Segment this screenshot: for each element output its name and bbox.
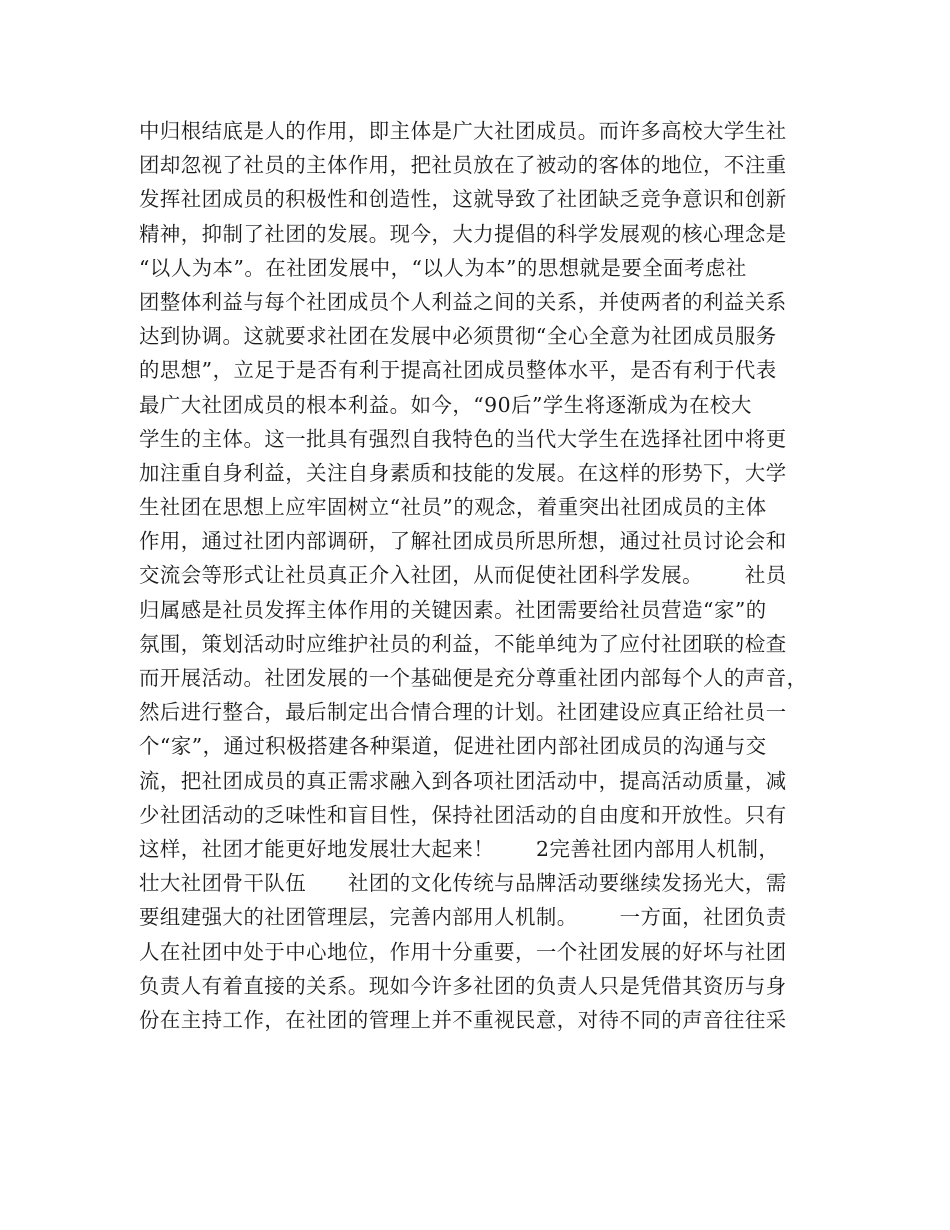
text-line: “以人为本”。在社团发展中，“以人为本”的思想就是要全面考虑社	[139, 255, 747, 280]
body-text	[139, 114, 819, 1037]
text-line: 加注重自身利益，关注自身素质和技能的发展。在这样的形势下，大学	[139, 460, 787, 485]
text-line: 人在社团中处于中心地位，作用十分重要，一个社团发展的好坏与社团	[139, 939, 787, 964]
text-line: 流，把社团成员的真正需求融入到各项社团活动中，提高活动质量，减	[139, 768, 787, 793]
text-line: 精神，抑制了社团的发展。现今，大力提倡的科学发展观的核心理念是	[139, 221, 787, 246]
text-line: 负责人有着直接的关系。现如今许多社团的负责人只是凭借其资历与身	[139, 973, 787, 998]
text-line: 团却忽视了社员的主体作用，把社员放在了被动的客体的地位，不注重	[139, 153, 787, 178]
text-line: 要组建强大的社团管理层，完善内部用人机制。 一方面，社团负责	[139, 905, 787, 930]
text-line: 学生的主体。这一批具有强烈自我特色的当代大学生在选择社团中将更	[139, 426, 787, 451]
text-line: 份在主持工作，在社团的管理上并不重视民意，对待不同的声音往往采	[139, 1007, 787, 1032]
text-line: 的思想”，立足于是否有利于提高社团成员整体水平，是否有利于代表	[139, 358, 777, 383]
text-line: 作用，通过社团内部调研，了解社团成员所思所想，通过社员讨论会和	[139, 529, 787, 554]
text-line: 生社团在思想上应牢固树立“社员”的观念，着重突出社团成员的主体	[139, 495, 767, 520]
text-line: 最广大社团成员的根本利益。如今，“90后”学生将逐渐成为在校大	[139, 392, 752, 417]
text-line: 然后进行整合，最后制定出合情合理的计划。社团建设应真正给社员一	[139, 700, 787, 725]
text-line: 达到协调。这就要求社团在发展中必须贯彻“全心全意为社团成员服务	[139, 324, 777, 349]
text-line: 发挥社团成员的积极性和创造性，这就导致了社团缺乏竞争意识和创新	[139, 187, 787, 212]
text-line: 归属感是社员发挥主体作用的关键因素。社团需要给社员营造“家”的	[139, 597, 767, 622]
text-line: 个“家”，通过积极搭建各种渠道，促进社团内部社团成员的沟通与交	[139, 734, 767, 759]
text-line: 中归根结底是人的作用，即主体是广大社团成员。而许多高校大学生社	[139, 119, 787, 143]
text-line: 而开展活动。社团发展的一个基础便是充分尊重社团内部每个人的声音，	[139, 666, 808, 690]
text-line: 少社团活动的乏味性和盲目性，保持社团活动的自由度和开放性。只有	[139, 802, 787, 827]
text-line: 这样，社团才能更好地发展壮大起来！ 2完善社团内部用人机制，	[139, 836, 780, 861]
text-line: 氛围，策划活动时应维护社员的利益，不能单纯为了应付社团联的检查	[139, 631, 787, 656]
text-line: 壮大社团骨干队伍 社团的文化传统与品牌活动要继续发扬光大，需	[139, 871, 787, 896]
text-line: 交流会等形式让社员真正介入社团，从而促使社团科学发展。 社员	[139, 563, 787, 588]
text-line: 团整体利益与每个社团成员个人利益之间的关系，并使两者的利益关系	[139, 289, 787, 314]
